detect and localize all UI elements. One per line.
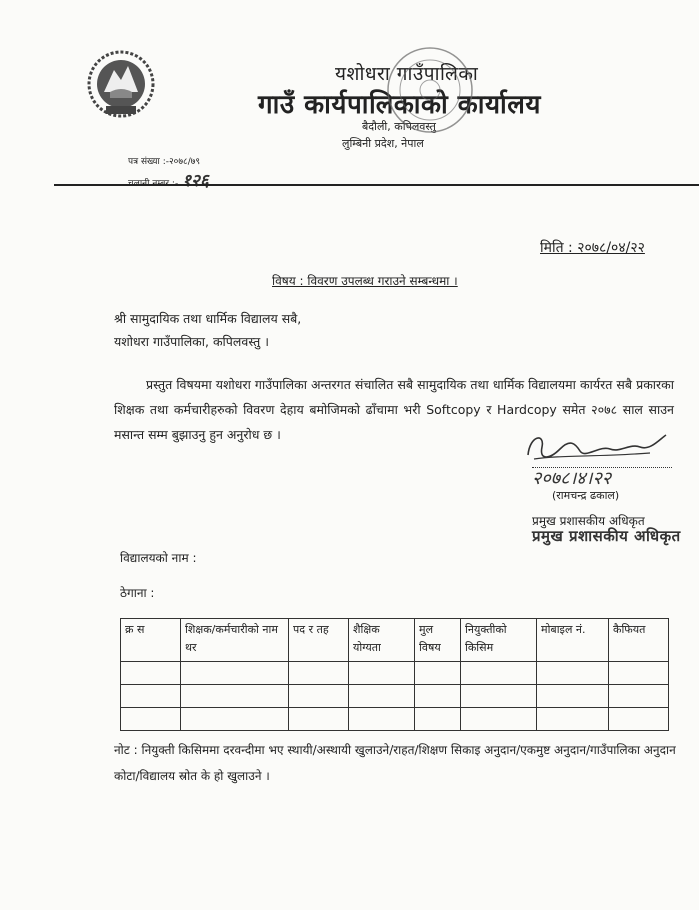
office-name: यशोधरा गाउँपालिका xyxy=(335,63,479,85)
dispatch-label: चलानी नम्बर :- xyxy=(128,179,179,189)
school-name-label: विद्यालयको नाम : xyxy=(120,551,197,565)
header-divider xyxy=(54,184,699,186)
letter-body: प्रस्तुत विषयमा यशोधरा गाउँपालिका अन्तरगत संचालित सबै सामुदायिक तथा धार्मिक विद्यालयमा कार्यरत सबै प्रकारका शिक्षक तथा कर्मचारीहरुको विवरण देहाय बमोजिमको ढाँचामा भरी Softcopy र Hardcopy समेत २०७८ साल साउन मसान्त सम्म बुझाउनु हुन अनुरोध छ । xyxy=(114,377,674,442)
staff-details-table xyxy=(120,618,669,731)
recipient-line-1: श्री सामुदायिक तथा धार्मिक विद्यालय सबै, xyxy=(114,311,302,326)
office-stamp-icon xyxy=(384,44,476,136)
table-row xyxy=(121,662,669,685)
designation-stamp: प्रमुख प्रशासकीय अधिकृत xyxy=(532,527,681,545)
table-row xyxy=(121,708,669,731)
header-serial: क्र स xyxy=(121,619,181,662)
office-title: गाउँ कार्यपालिकाको कार्यालय xyxy=(258,90,541,120)
header-subject: मुल विषय xyxy=(415,619,461,662)
address-line-1: बैदौली, कपिलवस्तु xyxy=(362,120,436,133)
letter-subject: विषय : विवरण उपलब्ध गराउने सम्बन्धमा । xyxy=(272,274,458,288)
signature-date: २०७८।४।२२ xyxy=(532,468,612,489)
table-header-row xyxy=(121,619,669,662)
letter-number: पत्र संख्या :-२०७८/७९ xyxy=(128,157,201,167)
recipient-line-2: यशोधरा गाउँपालिका, कपिलवस्तु । xyxy=(114,334,270,349)
dispatch-number-row xyxy=(128,168,209,191)
address-label: ठेगाना : xyxy=(120,586,155,600)
header-appointment-type: नियुक्तीको किसिम xyxy=(461,619,537,662)
signatory-name: (रामचन्द्र ढकाल) xyxy=(552,489,620,502)
header-staff-name: शिक्षक/कर्मचारीको नाम थर xyxy=(181,619,289,662)
nepal-emblem-icon xyxy=(84,48,158,120)
signatory-designation: प्रमुख प्रशासकीय अधिकृत xyxy=(532,514,645,528)
letter-date: मिति : २०७८/०४/२२ xyxy=(540,240,645,256)
dispatch-number: १२६ xyxy=(182,171,209,191)
header-position: पद र तह xyxy=(289,619,349,662)
header-remarks: कैफियत xyxy=(609,619,669,662)
header-qualification: शैक्षिक योग्यता xyxy=(349,619,415,662)
footnote: नोट : नियुक्ती किसिममा दरवन्दीमा भए स्थायी/अस्थायी खुलाउने/राहत/शिक्षण सिकाइ अनुदान/एकमुष्ट अनुदान/गाउँपालिका अनुदान कोटा/विद्यालय स्रोत के हो खुलाउने । xyxy=(114,743,676,783)
table-row xyxy=(121,685,669,708)
address-line-2: लुम्बिनी प्रदेश, नेपाल xyxy=(342,137,424,150)
header-mobile: मोबाइल नं. xyxy=(537,619,609,662)
